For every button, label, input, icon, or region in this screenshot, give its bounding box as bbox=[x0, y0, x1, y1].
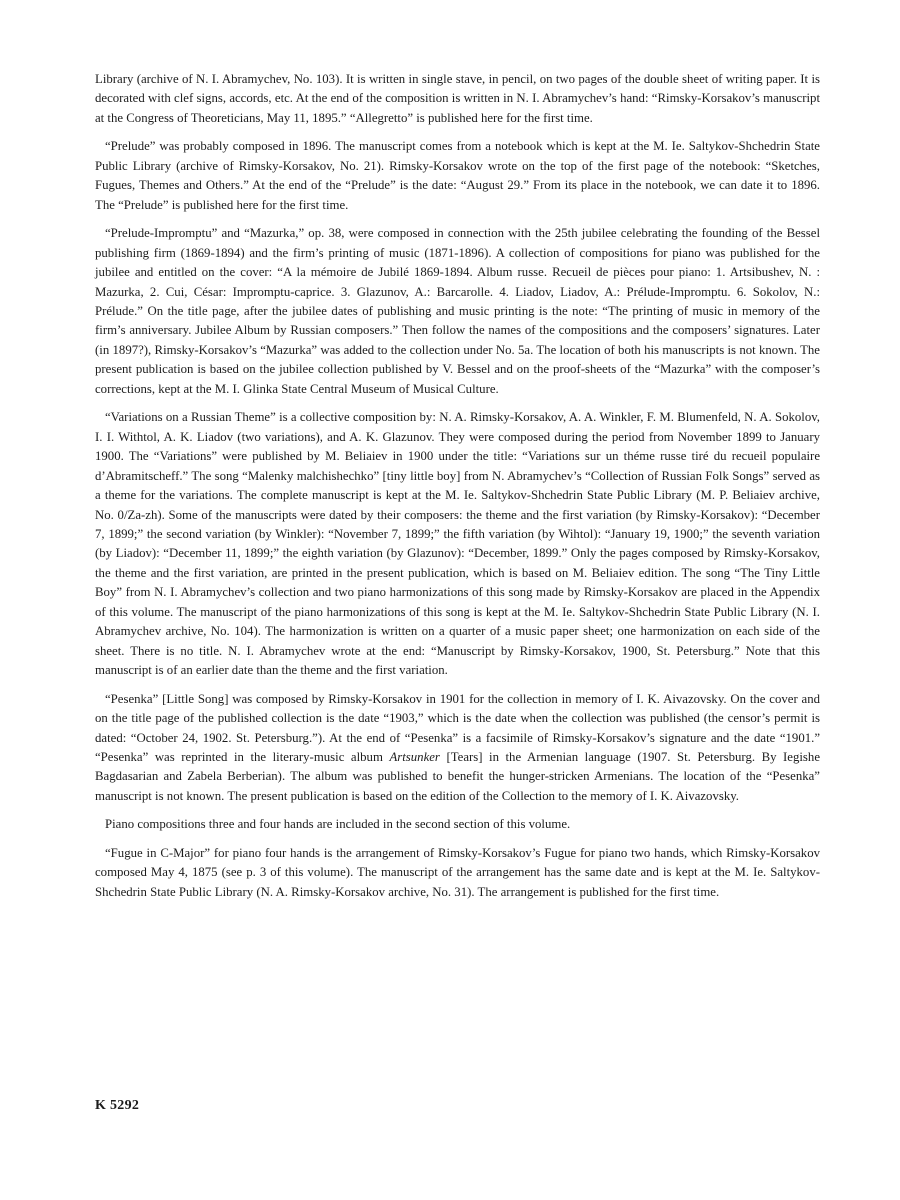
catalog-code: K 5292 bbox=[95, 1098, 140, 1113]
pesenka-text-before: “Pesenka” [Little Song] was composed by Rimsky-Korsakov in 1901 for the collection in memory of I. K. Aivazovsky. On the cover and on the title page of the published collection is the date “1903,” which is the date when the collection was published (the censor’s permit is dated: “October 24, 1902. St. Petersburg.”). At the end of “Pesenka” is a facsimile of Rimsky-Korsakov’s signature and the date “1901.” “Pesenka” was reprinted in the literary-music album bbox=[95, 691, 820, 764]
pesenka-text-after: [Tears] in the Armenian language (1907. St. Petersburg. By Iegishe Bagdasarian and Zabela Berberian). The album was published to benefit the hunger-stricken Armenians. The location of the “Pesenka” manuscript is not known. The present publication is based on the edition of the Collection to the memory of I. K. Aivazovsky. bbox=[95, 749, 820, 803]
paragraph-pesenka bbox=[95, 690, 820, 807]
paragraph-allegretto: Library (archive of N. I. Abramychev, No. 103). It is written in single stave, in pencil, on two pages of the double sheet of writing paper. It is decorated with clef signs, accords, etc. At the end of the composition is written in N. I. Abramychev’s hand: “Rimsky-Korsakov’s manuscript at the Congress of Theoreticians, May 11, 1895.” “Allegretto” is published here for the first time. bbox=[95, 72, 820, 125]
paragraph-piano-compositions: Piano compositions three and four hands are included in the second section of this volume. bbox=[105, 817, 571, 832]
paragraph-prelude-impromptu: “Prelude-Impromptu” and “Mazurka,” op. 38, were composed in connection with the 25th jubilee celebrating the founding of the Bessel publishing firm (1869-1894) and the firm’s printing of music (1871-1896). A collection of compositions for piano was published for the jubilee and entitled on the cover: “A la mémoire de Jubilé 1869-1894. Album russe. Recueil de pièces pour piano: 1. Artsibushev, N. : Mazurka, 2. Cui, César: Impromptu-caprice. 3. Glazunov, A.: Barcarolle. 4. Liadov, Liadov, A.: Prélude-Impromptu. 6. Sokolov, N.: Prélude.” On the title page, after the jubilee dates of publishing and music printing is the note: “The printing of music in memory of the firm’s anniversary. Jubilee Album by Russian composers.” Then follow the names of the compositions and the composers’ signatures. Later (in 1897?), Rimsky-Korsakov’s “Mazurka” was added to the collection under No. 5a. The location of both his manuscripts is not known. The present publication is based on the jubilee collection published by V. Bessel and on the proof-sheets of the “Mazurka” with the composer’s corrections, kept at the M. I. Glinka State Central Museum of Musical Culture. bbox=[95, 226, 820, 396]
paragraph-fugue: “Fugue in C-Major” for piano four hands is the arrangement of Rimsky-Korsakov’s Fugue for piano two hands, which Rimsky-Korsakov composed May 4, 1875 (see p. 3 of this volume). The manuscript of the arrangement has the same date and is kept at the M. Ie. Saltykov-Shchedrin State Public Library (N. A. Rimsky-Korsakov archive, No. 31). The arrangement is published for the first time. bbox=[95, 845, 820, 899]
document-body bbox=[95, 70, 820, 911]
paragraph-variations: “Variations on a Russian Theme” is a collective composition by: N. A. Rimsky-Korsakov, A. A. Winkler, F. M. Blumenfeld, N. A. Sokolov, I. I. Withtol, A. K. Liadov (two variations), and A. K. Glazunov. They were composed during the period from November 1899 to January 1900. The “Variations” were published by M. Beliaiev in 1900 under the title: “Variations sur un théme russe tiré du recueil populaire d’Abramitscheff.” The song “Malenky malchishechko” [tiny little boy] from N. Abramychev’s “Collection of Russian Folk Songs” served as a theme for the variations. The complete manuscript is kept at the M. Ie. Saltykov-Shchedrin State Public Library (M. P. Beliaiev archive, No. 0/Za-zh). Some of the manuscripts were dated by their composers: the theme and the first variation (by Rimsky-Korsakov): “December 7, 1899;” the second variation (by Winkler): “November 7, 1899;” the fifth variation (by Wihtol): “January 19, 1900;” the seventh variation (by Liadov): “December 11, 1899;” the eighth variation (by Glazunov): “December, 1899.” Only the pages composed by Rimsky-Korsakov, the theme and the first variation, are printed in the present publication, which is based on M. Beliaiev edition. The song “The Tiny Little Boy” from N. I. Abramychev’s collection and two piano harmonizations of this song made by Rimsky-Korsakov are placed in the Appendix of this volume. The manuscript of the piano harmonizations of this song is kept at the M. Ie. Saltykov-Shchedrin State Public Library (N. I. Abramychev archive, No. 104). The harmonization is written on a quarter of a music paper sheet; one harmonization on each side of the sheet. There is no title. N. I. Abramychev wrote at the end: “Manuscript by Rimsky-Korsakov, 1900, St. Petersburg.” Note that this manuscript is of an earlier date than the theme and the first variation. bbox=[95, 410, 820, 678]
pesenka-album-title: Artsunker bbox=[389, 749, 440, 764]
paragraph-prelude: “Prelude” was probably composed in 1896. The manuscript comes from a notebook which is kept at the M. Ie. Saltykov-Shchedrin State Public Library (archive of Rimsky-Korsakov, No. 21). Rimsky-Korsakov wrote on the top of the first page of the notebook: “Sketches, Fugues, Themes and Others.” At the end of the “Prelude” is the date: “August 29.” From its place in the notebook, we can date it to 1896. The “Prelude” is published here for the first time. bbox=[95, 139, 820, 212]
